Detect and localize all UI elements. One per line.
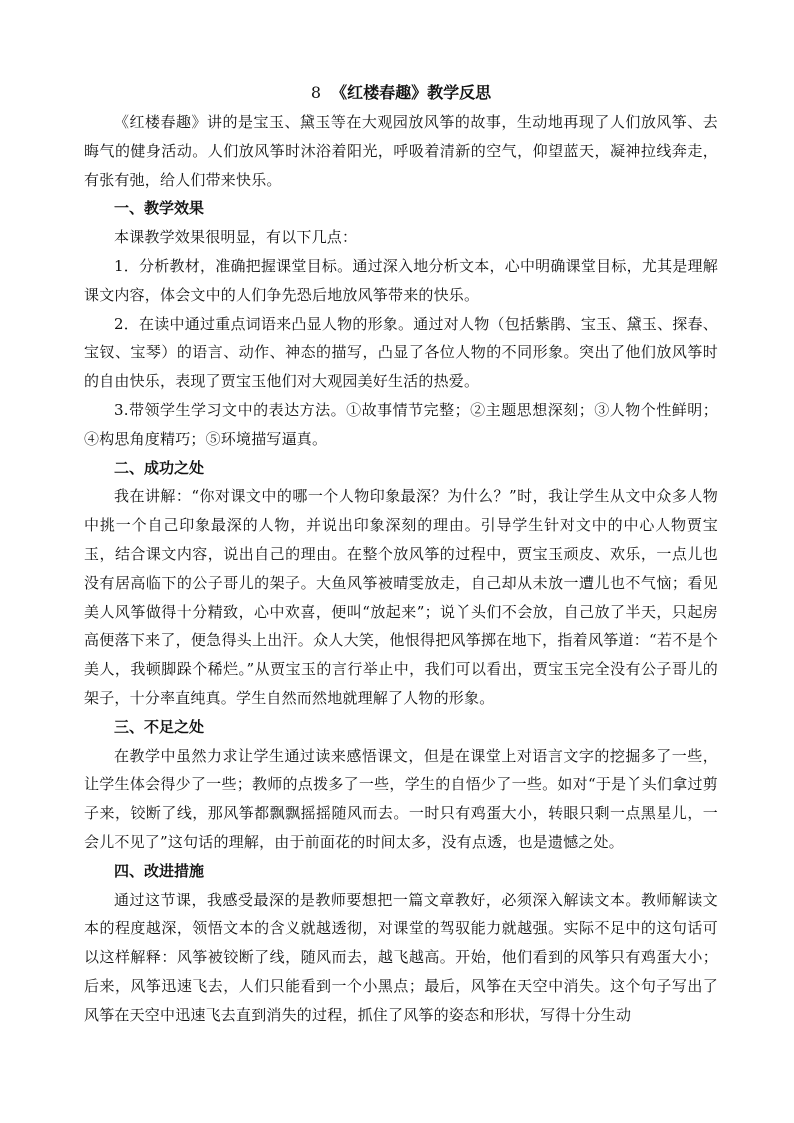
- title-text: 《红楼春趣》教学反思: [331, 83, 492, 102]
- section-heading-success: 二、成功之处: [114, 458, 205, 477]
- paragraph: 我在讲解：“你对课文中的哪一个人物印象最深？为什么？”时，我让学生从文中众多人物中挑一个自己印象最深的人物，并说出印象深刻的理由。引导学生针对文中的中心人物贾宝玉，结合课文内容，说出自己的理由。在整个放风筝的过程中，贾宝玉顽皮、欢乐，一点儿也没有居高临下的公子哥儿的架子。大鱼风筝被晴雯放走，自己却从未放一遭儿也不气恼；看见美人风筝做得十分精致，心中欢喜，便叫“放起来”；说丫头们不会放，自己放了半天，只起房高便落下来了，便急得头上出汗。众人大笑，他恨得把风筝掷在地下，指着风筝道：“若不是个美人，我顿脚跺个稀烂。”从贾宝玉的言行举止中，我们可以看出，贾宝玉完全没有公子哥儿的架子，十分率直纯真。学生自然而然地就理解了人物的形象。: [84, 487, 718, 707]
- paragraph: 本课教学效果很明显，有以下几点：: [114, 228, 358, 247]
- paragraph: 1．分析教材，准确把握课堂目标。通过深入地分析文本，心中明确课堂目标，尤其是理解课文内容，体会文中的人们争先恐后地放风筝带来的快乐。: [84, 256, 718, 304]
- document-title: [84, 78, 718, 108]
- document-body: [84, 78, 718, 1030]
- paragraph: 在教学中虽然力求让学生通过读来感悟课文，但是在课堂上对语言文字的挖掘多了一些，让学生体会得少了一些；教师的点拨多了一些，学生的自悟少了一些。如对“于是丫头们拿过剪子来，铰断了线，那风筝都飘飘摇摇随风而去。一时只有鸡蛋大小，转眼只剩一点黑星儿，一会儿不见了”这句话的理解，由于前面花的时间太多，没有点透，也是遗憾之处。: [84, 746, 718, 851]
- title-number: 8: [310, 83, 322, 102]
- section-heading-improvements: 四、改进措施: [114, 861, 205, 880]
- paragraph: 3.带领学生学习文中的表达方法。①故事情节完整；②主题思想深刻；③人物个性鲜明；④构思角度精巧；⑤环境描写逼真。: [84, 400, 718, 448]
- section-heading-effect: 一、教学效果: [114, 199, 205, 218]
- paragraph: 通过这节课，我感受最深的是教师要想把一篇文章教好，必须深入解读文本。教师解读文本的程度越深，领悟文本的含义就越透彻，对课堂的驾驭能力就越强。实际不足中的这句话可以这样解释：风筝被铰断了线，随风而去，越飞越高。开始，他们看到的风筝只有鸡蛋大小；后来，风筝迅速飞去，人们只能看到一个小黑点；最后，风筝在天空中消失。这个句子写出了风筝在天空中迅速飞去直到消失的过程，抓住了风筝的姿态和形状，写得十分生动: [84, 890, 718, 1024]
- section-heading-shortcomings: 三、不足之处: [114, 717, 205, 736]
- paragraph: 2．在读中通过重点词语来凸显人物的形象。通过对人物（包括紫鹃、宝玉、黛玉、探春、宝钗、宝琴）的语言、动作、神态的描写，凸显了各位人物的不同形象。突出了他们放风筝时的自由快乐，表现了贾宝玉他们对大观园美好生活的热爱。: [84, 314, 718, 391]
- intro-paragraph: 《红楼春趣》讲的是宝玉、黛玉等在大观园放风筝的故事，生动地再现了人们放风筝、去晦气的健身活动。人们放风筝时沐浴着阳光，呼吸着清新的空气，仰望蓝天，凝神拉线奔走，有张有弛，给人们带来快乐。: [84, 113, 718, 189]
